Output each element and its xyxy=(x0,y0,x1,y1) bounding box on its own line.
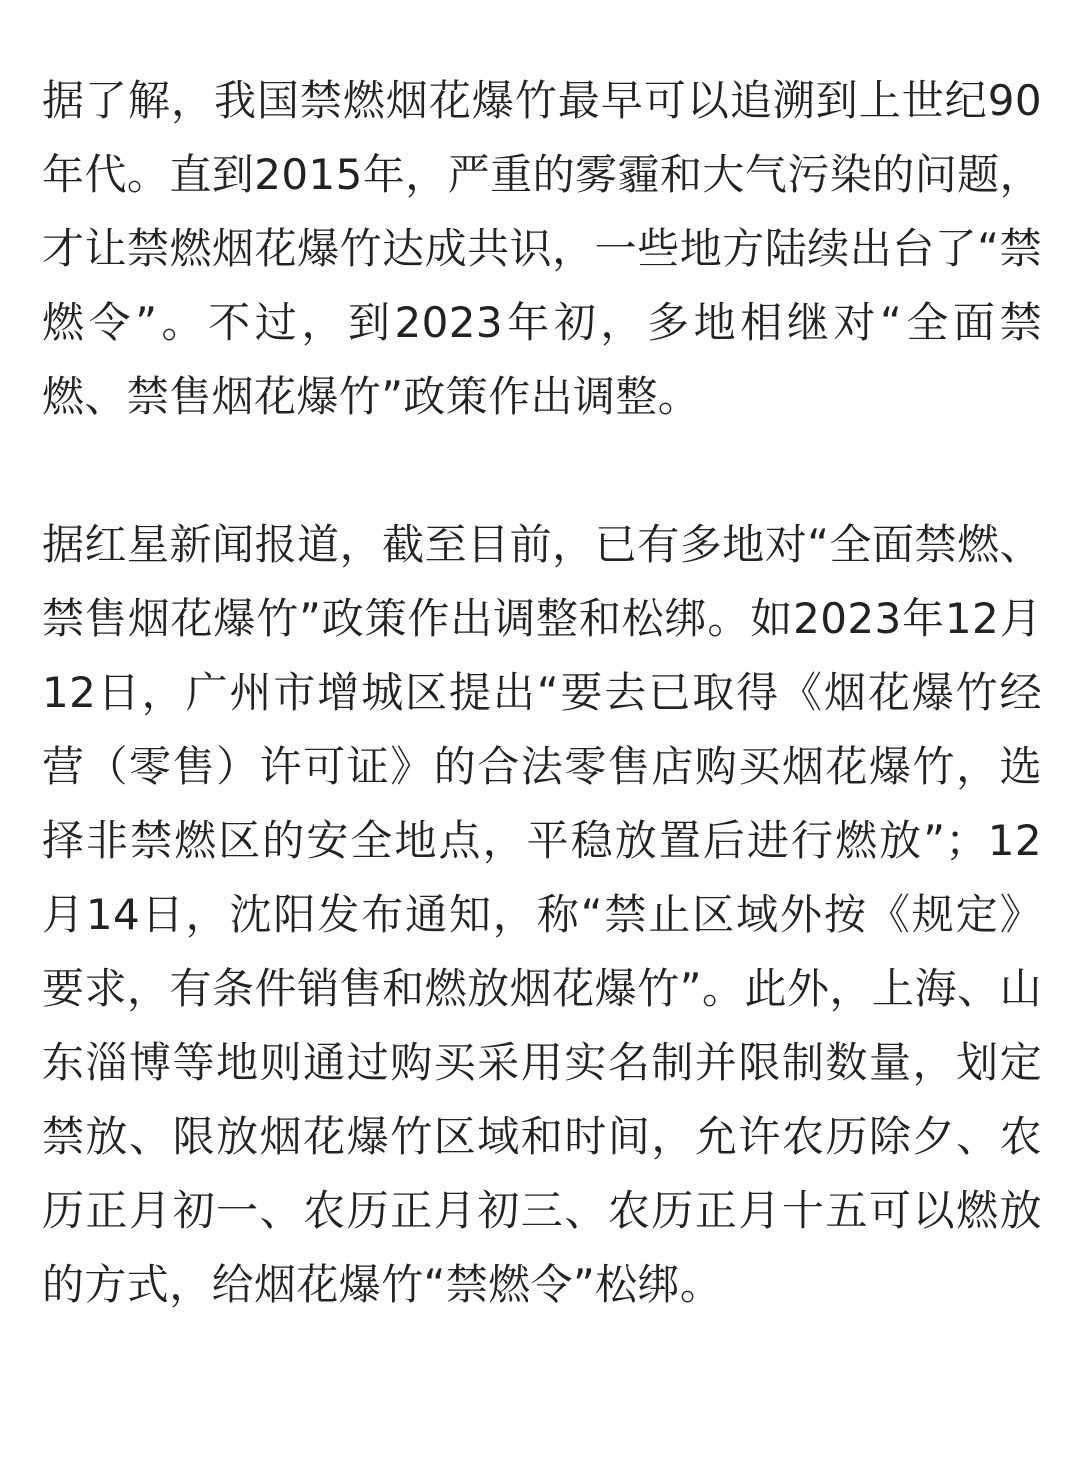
paragraph-history: 据了解，我国禁燃烟花爆竹最早可以追溯到上世纪90年代。直到2015年，严重的雾霾和大气污染的问题，才让禁燃烟花爆竹达成共识，一些地方陆续出台了“禁燃令”。不过，到2023年初，多地相继对“全面禁燃、禁售烟花爆竹”政策作出调整。 xyxy=(42,76,1042,421)
article-body xyxy=(42,64,1042,1322)
paragraph-policy-adjustments: 据红星新闻报道，截至目前，已有多地对“全面禁燃、禁售烟花爆竹”政策作出调整和松绑。如2023年12月12日，广州市增城区提出“要去已取得《烟花爆竹经营（零售）许可证》的合法零售店购买烟花爆竹，选择非禁燃区的安全地点，平稳放置后进行燃放”；12月14日，沈阳发布通知，称“禁止区域外按《规定》要求，有条件销售和燃放烟花爆竹”。此外，上海、山东淄博等地则通过购买采用实名制并限制数量，划定禁放、限放烟花爆竹区域和时间，允许农历除夕、农历正月初一、农历正月初三、农历正月十五可以燃放的方式，给烟花爆竹“禁燃令”松绑。 xyxy=(42,520,1042,1309)
